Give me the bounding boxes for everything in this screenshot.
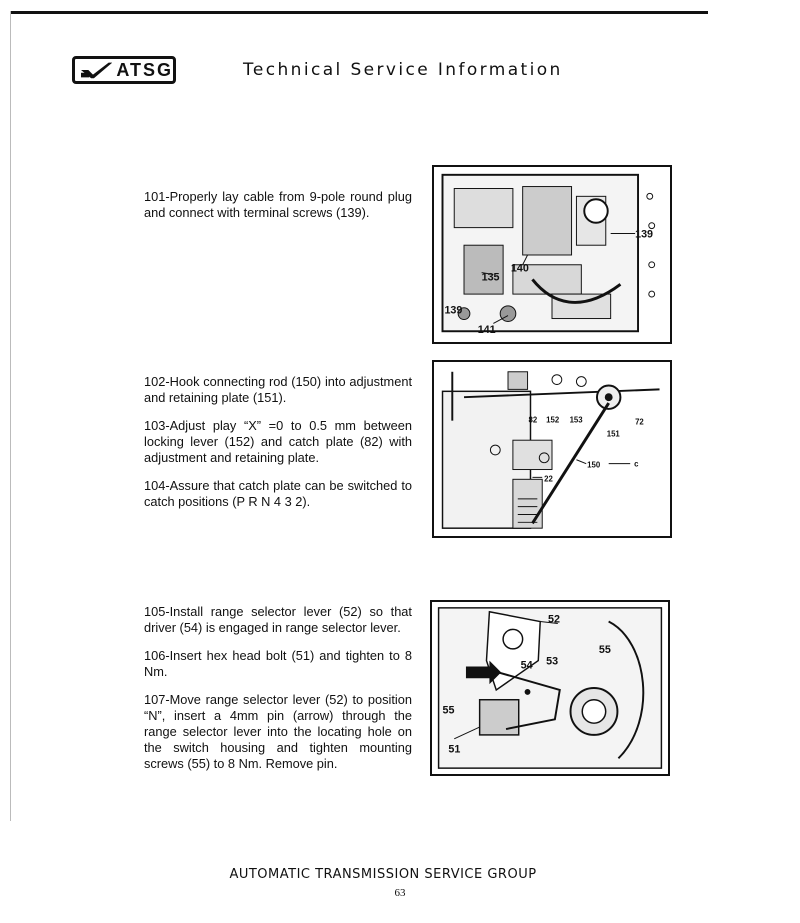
- callout-22: 22: [544, 474, 553, 484]
- step-103: 103-Adjust play “X” =0 to 0.5 mm between locking lever (152) and catch plate (82) with adjustment and retaining plate.: [144, 418, 412, 465]
- step-106: 106-Insert hex head bolt (51) and tighten to 8 Nm.: [144, 648, 412, 679]
- callout-72: 72: [635, 417, 644, 427]
- page-number: 63: [394, 887, 406, 899]
- step-102: 102-Hook connecting rod (150) into adjustment and retaining plate (151).: [144, 374, 412, 405]
- checkmark-icon: [81, 61, 112, 79]
- figure-catch-plate: [432, 360, 672, 538]
- top-rule: [10, 11, 708, 14]
- step-107: 107-Move range selector lever (52) to position “N”, insert a 4mm pin (arrow) through the range selector lever into the locating hole on the switch housing and tighten mounting screws (55) to 8 Nm. Remove pin.: [144, 692, 412, 771]
- figure-range-selector: [430, 600, 670, 776]
- callout-139-right: 139: [635, 228, 654, 241]
- callout-55-left: 55: [442, 704, 455, 717]
- callout-c: c: [634, 459, 639, 469]
- step-block-1: [144, 189, 412, 233]
- callout-55-right: 55: [598, 643, 611, 656]
- callout-53: 53: [546, 655, 559, 668]
- callout-151: 151: [606, 429, 620, 439]
- step-block-3: [144, 604, 412, 784]
- callout-153: 153: [569, 415, 583, 425]
- step-105: 105-Install range selector lever (52) so that driver (54) is engaged in range selector lever.: [144, 604, 412, 635]
- left-edge-rule: [10, 11, 11, 821]
- callout-139-left: 139: [444, 304, 463, 317]
- step-104: 104-Assure that catch plate can be switched to catch positions (P R N 4 3 2).: [144, 478, 412, 509]
- page-title: Technical Service Information: [243, 60, 563, 80]
- callout-152: 152: [546, 415, 560, 425]
- callout-141: 141: [477, 324, 496, 337]
- callout-140: 140: [510, 262, 529, 275]
- range-selector-illustration: [432, 602, 668, 774]
- catch-plate-illustration: [434, 362, 670, 536]
- callout-82: 82: [528, 415, 538, 425]
- footer-organization: AUTOMATIC TRANSMISSION SERVICE GROUP: [229, 867, 537, 882]
- step-block-2: [144, 374, 412, 522]
- valve-body-illustration: [434, 167, 670, 342]
- callout-150: 150: [587, 460, 601, 470]
- callout-51: 51: [448, 743, 461, 756]
- callout-52: 52: [548, 613, 561, 626]
- callout-135: 135: [481, 271, 500, 284]
- figure-valve-body: [432, 165, 672, 344]
- callout-54: 54: [520, 659, 533, 672]
- logo-text: ATSG: [116, 60, 173, 80]
- atsg-logo: [72, 56, 176, 84]
- step-101: 101-Properly lay cable from 9-pole round plug and connect with terminal screws (139).: [144, 189, 412, 220]
